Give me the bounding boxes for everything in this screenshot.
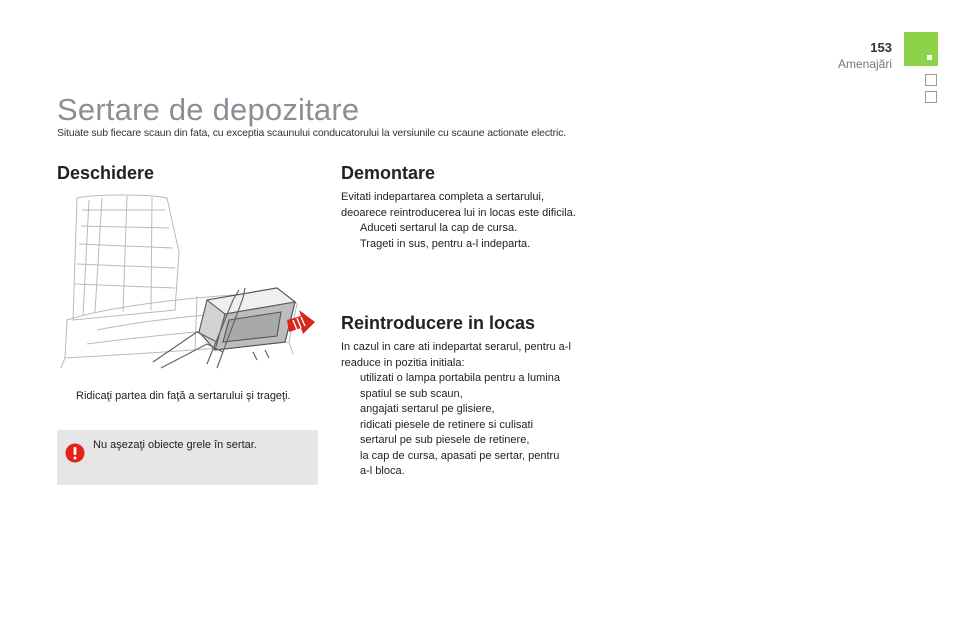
list-item — [341, 221, 576, 237]
section-tab[interactable] — [925, 91, 937, 103]
warning-text: Nu aşezaţi obiecte grele în sertar. — [93, 439, 257, 451]
page-title: Sertare de depozitare — [57, 92, 360, 127]
warning-icon — [65, 443, 85, 463]
removal-step: Trageti in sus, pentru a-l indeparta. — [360, 237, 531, 250]
drawer-illustration — [57, 192, 319, 374]
list-item — [341, 418, 571, 449]
reinsert-heading: Reintroducere in locas — [341, 313, 536, 333]
reinsert-section — [341, 340, 571, 480]
section-tab[interactable] — [925, 74, 937, 86]
reinsert-step-line: sertarul pe sub piesele de retinere, — [360, 434, 530, 446]
list-item — [341, 449, 571, 480]
reinsert-intro-line: readuce in pozitia initiala: — [341, 356, 465, 369]
removal-heading: Demontare — [341, 163, 436, 183]
list-item — [341, 402, 571, 418]
tab-marker — [927, 55, 932, 60]
reinsert-step-line: spatiul se sub scaun, — [360, 387, 463, 400]
page-subtitle: Situate sub fiecare scaun din fata, cu exceptia scaunului conducatorului la versiunile cu scaune actionate electric. — [57, 127, 567, 139]
reinsert-step-line: utilizati o lampa portabila pentru a lumina — [360, 372, 560, 384]
list-item — [341, 371, 571, 402]
reinsert-step-line: la cap de cursa, apasati pe sertar, pentru — [360, 449, 560, 462]
warning-box — [57, 430, 318, 485]
section-tab-active[interactable] — [904, 32, 938, 66]
reinsert-step-line: ridicati piesele de retinere si culisati — [360, 418, 534, 431]
opening-step: Ridicaţi partea din faţă a sertarului şi trageţi. — [76, 390, 291, 402]
removal-section — [341, 190, 576, 252]
page-number: 153 — [870, 40, 892, 55]
removal-intro-line: Evitati indepartarea completa a sertarului, — [341, 191, 544, 203]
reinsert-step-line: a-l bloca. — [360, 465, 405, 477]
removal-intro-line: deoarece reintroducerea lui in locas este dificila. — [341, 206, 576, 219]
list-item — [57, 389, 291, 405]
removal-step: Aduceti sertarul la cap de cursa. — [360, 222, 518, 234]
reinsert-intro-line: In cazul in care ati indepartat serarul, pentru a-l — [341, 341, 571, 353]
opening-heading: Deschidere — [57, 163, 155, 183]
opening-instructions — [57, 389, 291, 405]
section-name: Amenajări — [837, 57, 892, 71]
list-item — [341, 237, 576, 253]
reinsert-step-line: angajati sertarul pe glisiere, — [360, 403, 495, 415]
